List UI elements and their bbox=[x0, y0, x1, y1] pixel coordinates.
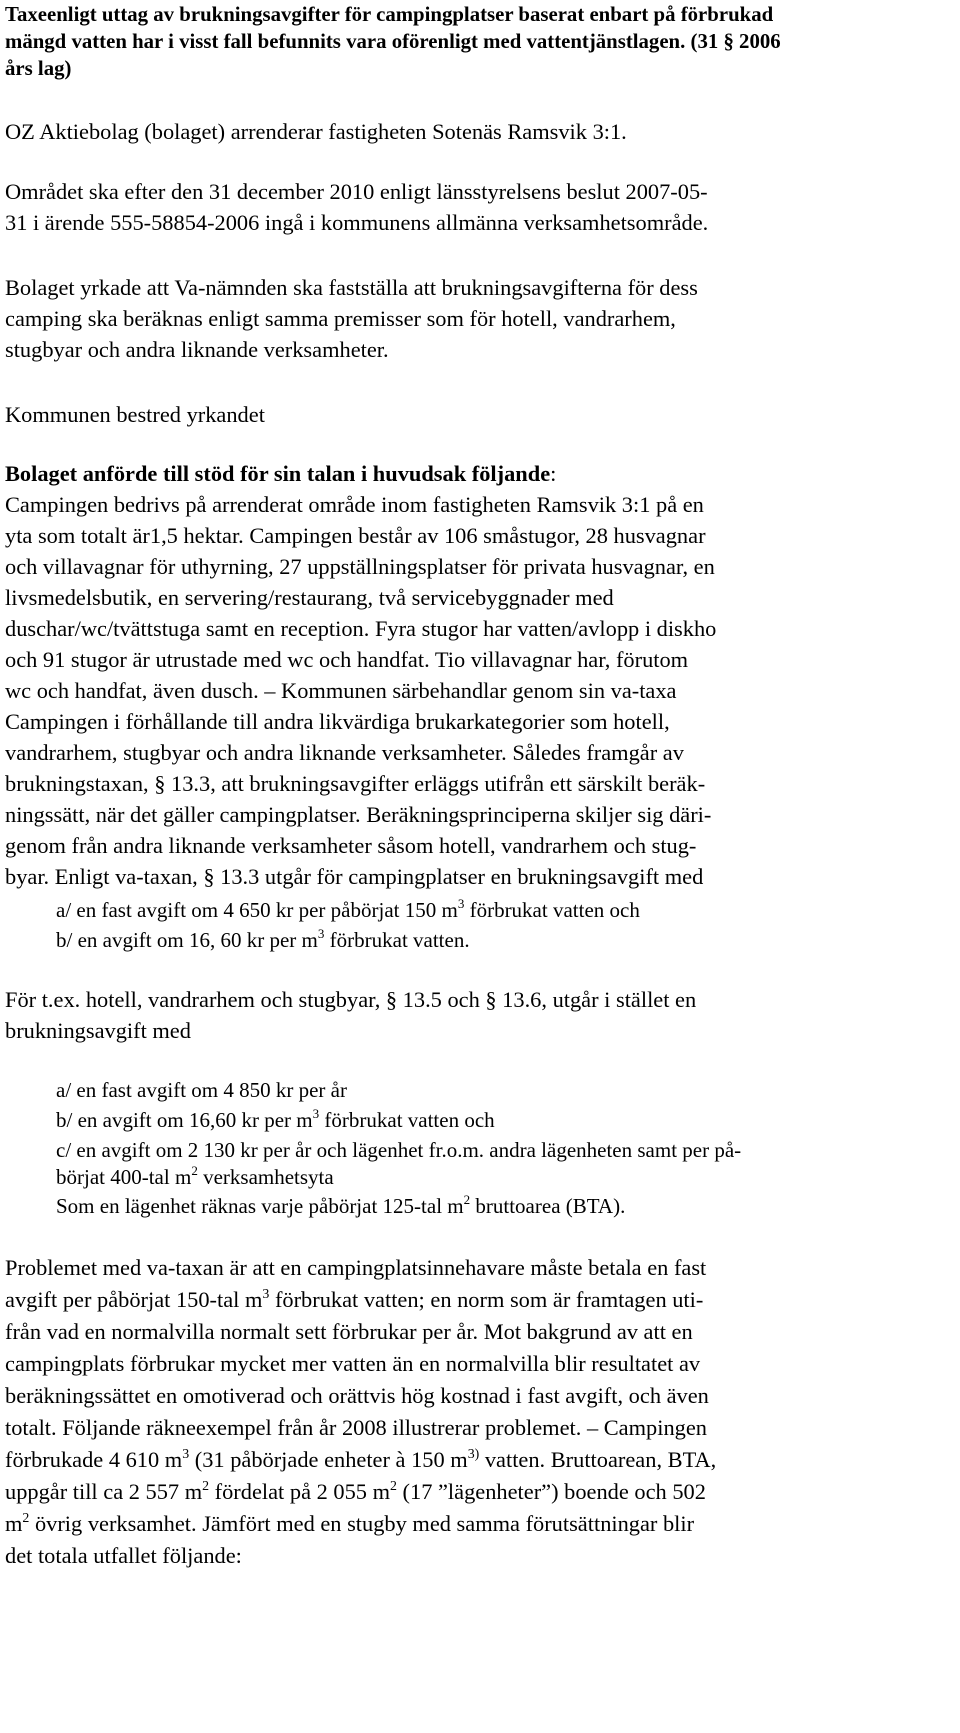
paragraph-bestred: Kommunen bestred yrkandet bbox=[5, 402, 265, 427]
fee-text: bruttoarea (BTA). bbox=[470, 1194, 626, 1218]
hotel-fee-c-cont bbox=[56, 1163, 334, 1189]
fee-text: Som en lägenhet räknas varje påbörjat 125-tal m bbox=[56, 1194, 464, 1218]
body-line: Campingen i förhållande till andra likvärdiga brukarkategorier som hotell, bbox=[5, 709, 670, 734]
hotel-fee-d bbox=[56, 1192, 626, 1218]
problem-line: från vad en normalvilla normalt sett förbrukar per år. Mot bakgrund av att en bbox=[5, 1319, 693, 1344]
problem-text: avgift per påbörjat 150-tal m bbox=[5, 1287, 263, 1312]
body-line: vandrarhem, stugbyar och andra liknande verksamheter. Således framgår av bbox=[5, 740, 684, 765]
paragraph-yrkade-line: Bolaget yrkade att Va-nämnden ska fastställa att brukningsavgifterna för dess bbox=[5, 275, 698, 300]
camping-fee-a bbox=[56, 896, 640, 922]
body-line: yta som totalt är1,5 hektar. Campingen består av 106 småstugor, 28 husvagnar bbox=[5, 523, 706, 548]
problem-line bbox=[5, 1510, 695, 1536]
paragraph-yrkade-line: stugbyar och andra liknande verksamheter. bbox=[5, 337, 389, 362]
superscript: 2 bbox=[191, 1163, 198, 1179]
paragraph-omradet-line: Området ska efter den 31 december 2010 enligt länsstyrelsens beslut 2007-05- bbox=[5, 179, 708, 204]
fee-text: förbrukat vatten och bbox=[464, 898, 640, 922]
superscript: 3 bbox=[317, 926, 325, 942]
superscript: 3 bbox=[262, 1286, 270, 1302]
body-line: genom från andra liknande verksamheter såsom hotell, vandrarhem och stug- bbox=[5, 833, 697, 858]
heading-line: Taxeenligt uttag av brukningsavgifter för campingplatser baserat enbart på förbrukad bbox=[5, 3, 774, 26]
body-line: och 91 stugor är utrustade med wc och handfat. Tio villavagnar har, förutom bbox=[5, 647, 689, 672]
problem-line: totalt. Följande räkneexempel från år 2008 illustrerar problemet. – Campingen bbox=[5, 1415, 707, 1440]
fee-text: förbrukat vatten. bbox=[324, 928, 470, 952]
fee-text: verksamhetsyta bbox=[197, 1165, 334, 1189]
fee-text: förbrukat vatten och bbox=[319, 1108, 495, 1132]
superscript: 2 bbox=[202, 1478, 210, 1494]
heading-line: mängd vatten har i visst fall befunnits vara oförenligt med vattentjänstlagen. (31 § 2006 bbox=[5, 30, 781, 53]
paragraph-omradet-line: 31 i ärende 555-58854-2006 ingå i kommunens allmänna verksamhetsområde. bbox=[5, 210, 709, 235]
problem-line bbox=[5, 1478, 706, 1504]
body-line: byar. Enligt va-taxan, § 13.3 utgår för campingplatser en brukningsavgift med bbox=[5, 864, 704, 889]
paragraph-yrkade-line: camping ska beräknas enligt samma premisser som för hotell, vandrarhem, bbox=[5, 306, 676, 331]
hotel-intro-line: brukningsavgift med bbox=[5, 1018, 191, 1043]
anforde-colon: : bbox=[550, 461, 557, 486]
paragraph-anforde bbox=[5, 463, 556, 485]
problem-text: (17 ”lägenheter”) boende och 502 bbox=[396, 1479, 706, 1504]
superscript: 3 bbox=[457, 896, 465, 912]
camping-fee-b bbox=[56, 926, 470, 952]
problem-text: övrig verksamhet. Jämfört med en stugby med samma förutsättningar blir bbox=[29, 1511, 695, 1536]
hotel-intro-line: För t.ex. hotell, vandrarhem och stugbyar, § 13.5 och § 13.6, utgår i stället en bbox=[5, 987, 697, 1012]
superscript: 2 bbox=[463, 1192, 471, 1208]
hotel-fee-b bbox=[56, 1106, 495, 1132]
superscript: 2 bbox=[390, 1478, 397, 1494]
problem-text: fördelat på 2 055 m bbox=[209, 1479, 391, 1504]
problem-line bbox=[5, 1446, 717, 1472]
problem-line bbox=[5, 1286, 704, 1312]
fee-text: b/ en avgift om 16, 60 kr per m bbox=[56, 928, 318, 952]
superscript: 3 bbox=[312, 1106, 320, 1122]
fee-text: b/ en avgift om 16,60 kr per m bbox=[56, 1108, 313, 1132]
problem-text: uppgår till ca 2 557 m bbox=[5, 1479, 203, 1504]
hotel-fee-a: a/ en fast avgift om 4 850 kr per år bbox=[56, 1078, 347, 1102]
superscript: 3) bbox=[467, 1446, 480, 1462]
problem-line: Problemet med va-taxan är att en campingplatsinnehavare måste betala en fast bbox=[5, 1255, 707, 1280]
body-line: duschar/wc/tvättstuga samt en reception. Fyra stugor har vatten/avlopp i diskho bbox=[5, 616, 717, 641]
paragraph-oz: OZ Aktiebolag (bolaget) arrenderar fastigheten Sotenäs Ramsvik 3:1. bbox=[5, 119, 627, 144]
body-line: wc och handfat, även dusch. – Kommunen särbehandlar genom sin va-taxa bbox=[5, 678, 677, 703]
body-line: livsmedelsbutik, en servering/restaurang, två servicebyggnader med bbox=[5, 585, 614, 610]
problem-text: förbrukat vatten; en norm som är framtagen uti- bbox=[269, 1287, 704, 1312]
body-line: och villavagnar för uthyrning, 27 uppställningsplatser för privata husvagnar, en bbox=[5, 554, 715, 579]
superscript: 3 bbox=[182, 1446, 190, 1462]
body-line: Campingen bedrivs på arrenderat område inom fastigheten Ramsvik 3:1 på en bbox=[5, 492, 704, 517]
problem-text: m bbox=[5, 1511, 23, 1536]
body-line: ningssätt, när det gäller campingplatser. Beräkningsprinciperna skiljer sig däri- bbox=[5, 802, 712, 827]
problem-text: (31 påbörjade enheter à 150 m bbox=[189, 1447, 468, 1472]
body-line: brukningstaxan, § 13.3, att brukningsavgifter erläggs utifrån ett särskilt beräk- bbox=[5, 771, 706, 796]
fee-text: a/ en fast avgift om 4 650 kr per påbörjat 150 m bbox=[56, 898, 458, 922]
hotel-fee-c: c/ en avgift om 2 130 kr per år och lägenhet fr.o.m. andra lägenheten samt per på- bbox=[56, 1138, 742, 1162]
fee-text: börjat 400-tal m bbox=[56, 1165, 192, 1189]
problem-line: beräkningssättet en omotiverad och orättvis hög kostnad i fast avgift, och även bbox=[5, 1383, 709, 1408]
problem-line: campingplats förbrukar mycket mer vatten än en normalvilla blir resultatet av bbox=[5, 1351, 701, 1376]
problem-line: det totala utfallet följande: bbox=[5, 1543, 242, 1568]
problem-text: vatten. Bruttoarean, BTA, bbox=[479, 1447, 717, 1472]
superscript: 2 bbox=[22, 1510, 30, 1526]
problem-text: förbrukade 4 610 m bbox=[5, 1447, 183, 1472]
anforde-bold-text: Bolaget anförde till stöd för sin talan i huvudsak följande bbox=[5, 461, 551, 486]
heading-line: års lag) bbox=[5, 57, 72, 80]
